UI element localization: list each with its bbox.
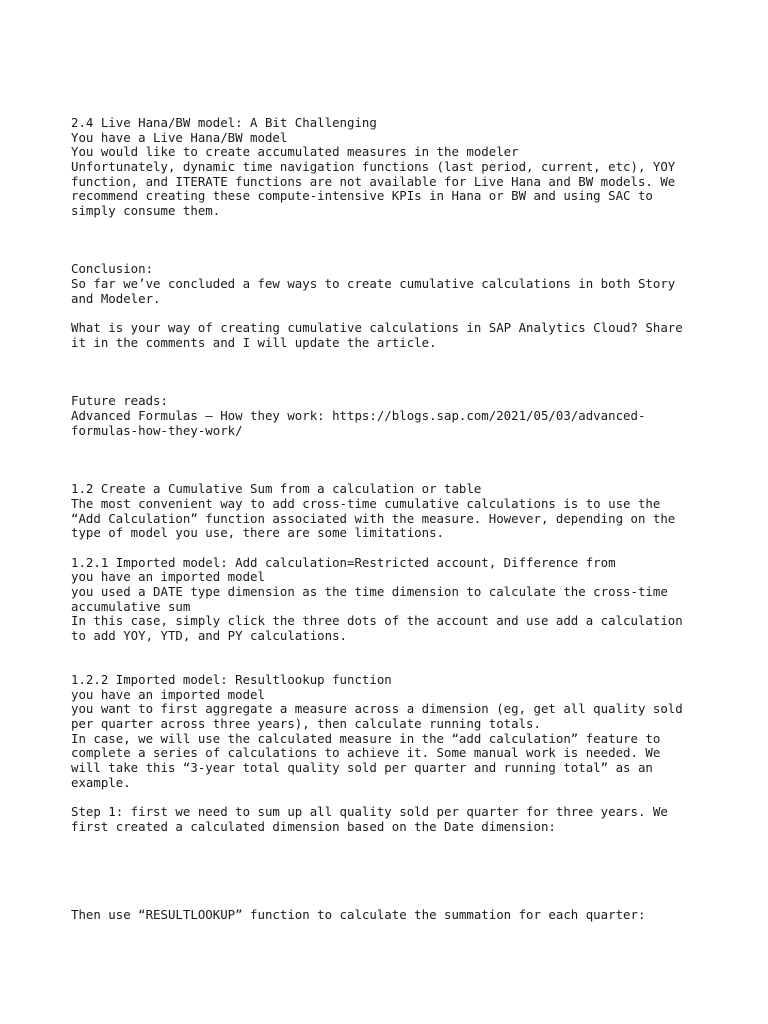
text-line: recommend creating these compute-intensive KPIs in Hana or BW and using SAC to	[71, 188, 653, 203]
text-line: Then use “RESULTLOOKUP” function to calculate the summation for each quarter:	[71, 907, 646, 922]
text-line: You would like to create accumulated measures in the modeler	[71, 144, 519, 159]
text-line: accumulative sum	[71, 599, 191, 614]
text-line: to add YOY, YTD, and PY calculations.	[71, 628, 348, 643]
section-heading-1-2-2: 1.2.2 Imported model: Resultlookup function	[71, 672, 392, 687]
section-heading-future-reads: Future reads:	[71, 393, 168, 408]
text-line: you used a DATE type dimension as the time dimension to calculate the cross-time	[71, 584, 668, 599]
text-line-step-1: Step 1: first we need to sum up all quality sold per quarter for three years. We	[71, 804, 668, 819]
text-line: example.	[71, 775, 131, 790]
section-heading-1-2-1: 1.2.1 Imported model: Add calculation=Restricted account, Difference from	[71, 555, 616, 570]
text-line: So far we’ve concluded a few ways to create cumulative calculations in both Story	[71, 276, 676, 291]
section-heading-live-hana-bw: 2.4 Live Hana/BW model: A Bit Challenging	[71, 115, 377, 130]
text-line: Unfortunately, dynamic time navigation functions (last period, current, etc), YOY	[71, 159, 676, 174]
text-line: it in the comments and I will update the article.	[71, 335, 437, 350]
section-heading-conclusion: Conclusion:	[71, 261, 154, 276]
text-line: type of model you use, there are some limitations.	[71, 525, 444, 540]
text-line: In case, we will use the calculated measure in the “add calculation” feature to	[71, 731, 661, 746]
text-line: complete a series of calculations to achieve it. Some manual work is needed. We	[71, 745, 661, 760]
text-line: will take this “3-year total quality sold per quarter and running total” as an	[71, 760, 653, 775]
text-line: The most convenient way to add cross-time cumulative calculations is to use the	[71, 496, 661, 511]
text-line: per quarter across three years), then calculate running totals.	[71, 716, 541, 731]
text-line: What is your way of creating cumulative calculations in SAP Analytics Cloud? Share	[71, 320, 683, 335]
text-line: you want to first aggregate a measure across a dimension (eg, get all quality sold	[71, 701, 683, 716]
text-line: simply consume them.	[71, 203, 221, 218]
text-line: In this case, simply click the three dots of the account and use add a calculation	[71, 613, 683, 628]
section-heading-1-2: 1.2 Create a Cumulative Sum from a calculation or table	[71, 481, 482, 496]
text-line: and Modeler.	[71, 291, 161, 306]
text-line: you have an imported model	[71, 569, 265, 584]
text-line: first created a calculated dimension based on the Date dimension:	[71, 819, 556, 834]
text-line: You have a Live Hana/BW model	[71, 130, 288, 145]
text-line-link: Advanced Formulas – How they work: https://blogs.sap.com/2021/05/03/advanced-	[71, 408, 646, 423]
text-line-link: formulas-how-they-work/	[71, 423, 243, 438]
text-line: “Add Calculation” function associated with the measure. However, depending on the	[71, 511, 676, 526]
text-line: function, and ITERATE functions are not available for Live Hana and BW models. We	[71, 174, 676, 189]
text-line: you have an imported model	[71, 687, 265, 702]
